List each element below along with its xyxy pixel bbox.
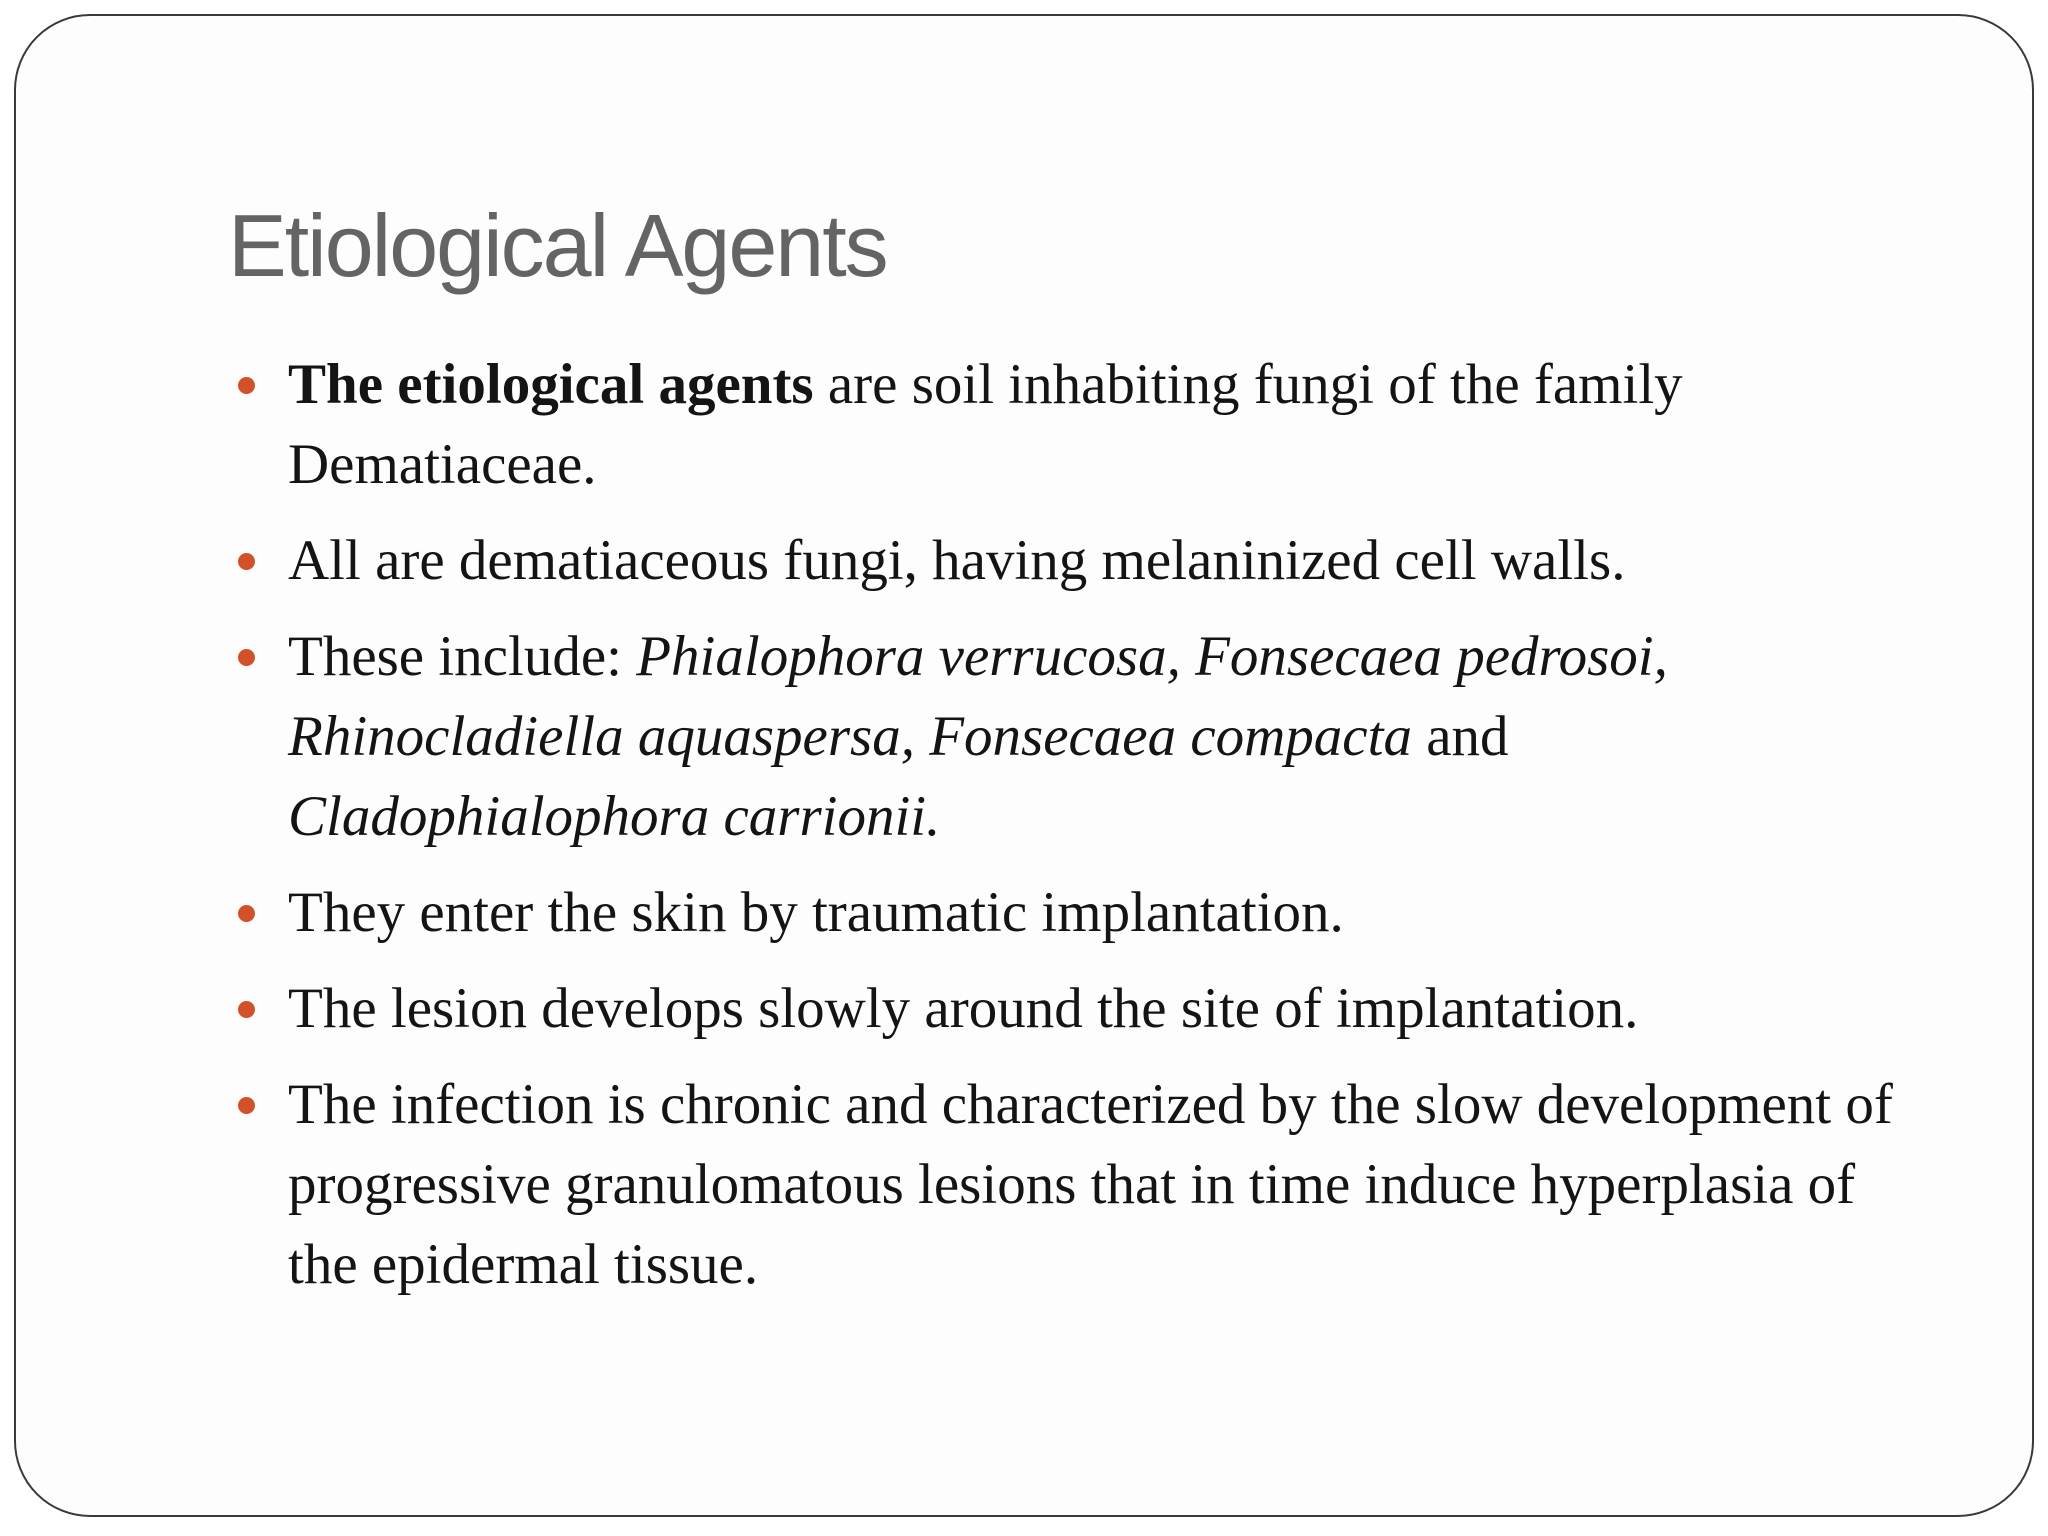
bullet-dot-icon [238, 649, 255, 666]
slide-title: Etiological Agents [228, 196, 887, 295]
bold-term: The etiological agents [288, 353, 814, 416]
bullet-item-lesion [228, 969, 1908, 1049]
bullet-text: All are dematiaceous fungi, having melaninized cell walls. [288, 529, 1626, 592]
bullet-item-dematiaceous [228, 521, 1908, 601]
bullet-dot-icon [238, 1097, 255, 1114]
bullet-dot-icon [238, 1001, 255, 1018]
species-names: Phialophora verrucosa, Fonsecaea pedrosoi, Rhinocladiella aquaspersa, Fonsecaea compacta [288, 625, 1668, 768]
slide [14, 14, 2034, 1517]
bullet-text: The lesion develops slowly around the site of implantation. [288, 977, 1639, 1040]
bullet-item-species [228, 617, 1908, 857]
bullet-item-implantation [228, 873, 1908, 953]
bullet-prefix: These include: [288, 625, 637, 688]
bullet-text: are soil inhabiting fungi of the family Dematiaceae. [288, 353, 1683, 496]
bullet-text: They enter the skin by traumatic implantation. [288, 881, 1344, 944]
species-name-last: Cladophialophora carrionii. [288, 785, 941, 848]
bullet-item-etiological-agents [228, 345, 1908, 505]
bullet-dot-icon [238, 377, 255, 394]
bullet-conjunction: and [1411, 705, 1509, 768]
bullet-item-infection [228, 1065, 1908, 1305]
bullet-list [228, 345, 1908, 1321]
bullet-dot-icon [238, 553, 255, 570]
bullet-text: The infection is chronic and characterized by the slow development of progressive granulomatous lesions that in time induce hyperplasia of the epidermal tissue. [288, 1073, 1893, 1296]
bullet-dot-icon [238, 905, 255, 922]
